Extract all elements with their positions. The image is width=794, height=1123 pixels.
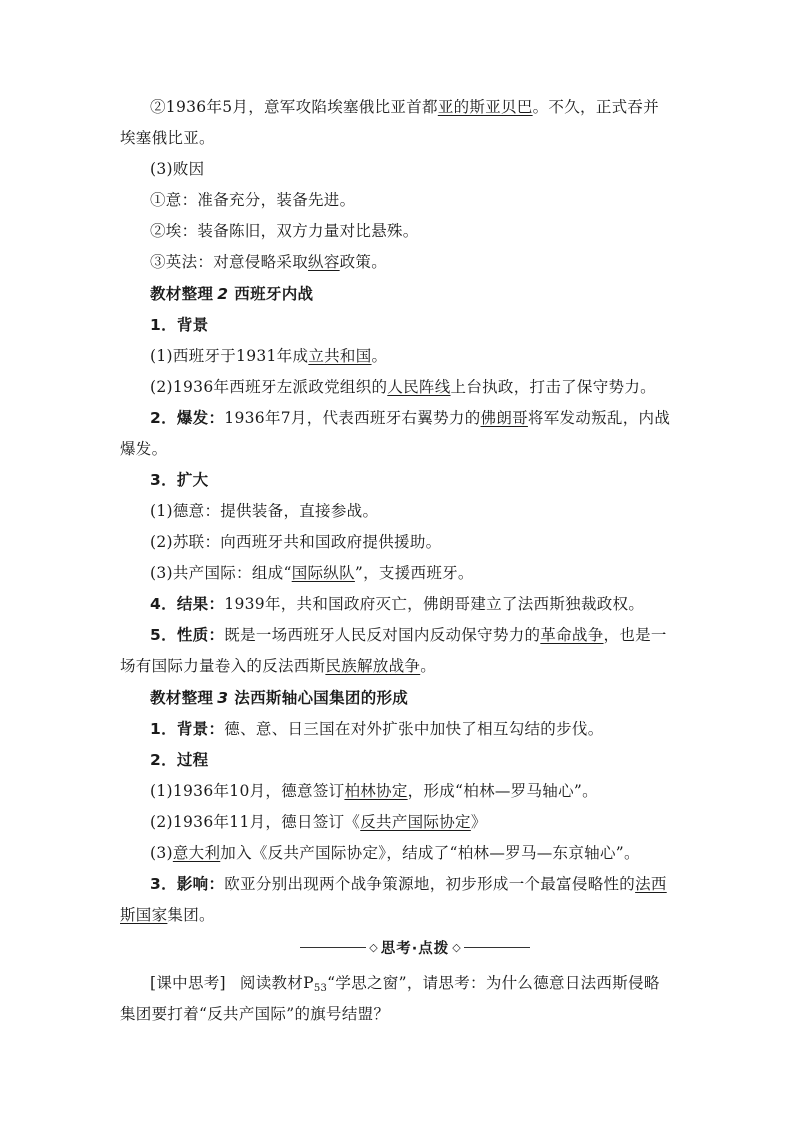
subheading: (3)败因 [150, 160, 205, 178]
diamond-icon: ◇ [452, 940, 461, 954]
paragraph-line: ①意：准备充分，装备先进。 [150, 191, 356, 209]
key-term: 国际纵队 [291, 564, 355, 582]
paragraph-line: (1)德意：提供装备，直接参战。 [150, 502, 379, 520]
paragraph-line: 场有国际力量卷入的反法西斯民族解放战争。 [120, 657, 437, 675]
paragraph-line: ②埃：装备陈旧，双方力量对比悬殊。 [150, 222, 419, 240]
paragraph-line: 5．性质：既是一场西班牙人民反对国内反动保守势力的革命战争，也是一 [150, 626, 667, 644]
subheading: 3．扩大 [150, 471, 209, 489]
paragraph-line: [课中思考] 阅读教材$P_{53}“$学思之窗”，请思考：为什么德意日法西斯侵略 [150, 974, 660, 994]
key-term: 佛朗哥 [480, 409, 528, 427]
paragraph-line: 爆发。 [120, 440, 168, 458]
section-divider [300, 937, 530, 957]
key-term: 立共和国 [308, 347, 372, 365]
key-term: 柏林协定 [344, 782, 408, 800]
paragraph-line: 3．影响：欧亚分别出现两个战争策源地，初步形成一个最富侵略性的法西 [150, 875, 667, 893]
paragraph-line: ③英法：对意侵略采取纵容政策。 [150, 253, 388, 271]
key-term: 反共产国际协定 [360, 813, 471, 831]
diamond-icon: ◇ [369, 940, 378, 954]
section-heading: 教材整理 2 西班牙内战 [150, 285, 314, 303]
paragraph-line: (3)共产国际：组成“国际纵队”，支援西班牙。 [150, 564, 474, 582]
paragraph-line: 2．爆发：1936年7月，代表西班牙右翼势力的佛朗哥将军发动叛乱，内战 [150, 409, 671, 427]
key-term: 人民阵线 [387, 378, 451, 396]
divider-title: 思考·点拨 [380, 940, 450, 957]
divider-rule-left [300, 947, 366, 948]
key-term: 亚的斯亚贝巴 [437, 98, 533, 116]
subheading: 1．背景 [150, 316, 209, 334]
paragraph-line: (1)西班牙于1931年成立共和国。 [150, 347, 388, 365]
paragraph-line: ②1936年5月，意军攻陷埃塞俄比亚首都亚的斯亚贝巴。不久，正式吞并 [150, 98, 660, 116]
paragraph-line: 斯国家集团。 [120, 906, 215, 924]
key-term: 纵容 [308, 253, 340, 271]
key-term: 斯国家 [120, 906, 168, 924]
paragraph-line: 埃塞俄比亚。 [120, 129, 215, 147]
paragraph-line: (2)1936年西班牙左派政党组织的人民阵线上台执政，打击了保守势力。 [150, 378, 656, 396]
key-term: 意大利 [172, 844, 221, 862]
paragraph-line: 1．背景：德、意、日三国在对外扩张中加快了相互勾结的步伐。 [150, 720, 604, 738]
key-term: 革命战争 [540, 626, 604, 644]
question-tag: [课中思考] [150, 974, 226, 992]
paragraph-line: (2)1936年11月，德日签订《反共产国际协定》 [150, 813, 487, 831]
key-term: 法西 [635, 875, 667, 893]
paragraph-line: (3)意大利加入《反共产国际协定》，结成了“柏林—罗马—东京轴心”。 [150, 844, 640, 862]
paragraph-line: 集团要打着“反共产国际”的旗号结盟？ [120, 1005, 390, 1023]
paragraph-line: 4．结果：1939年，共和国政府灭亡，佛朗哥建立了法西斯独裁政权。 [150, 595, 645, 613]
section-heading: 教材整理 3 法西斯轴心国集团的形成 [150, 689, 409, 707]
paragraph-line: (1)1936年10月，德意签订柏林协定，形成“柏林—罗马轴心”。 [150, 782, 598, 800]
divider-rule-right [464, 947, 530, 948]
paragraph-line: (2)苏联：向西班牙共和国政府提供援助。 [150, 533, 442, 551]
key-term: 民族解放战争 [325, 657, 421, 675]
subheading: 2．过程 [150, 751, 209, 769]
